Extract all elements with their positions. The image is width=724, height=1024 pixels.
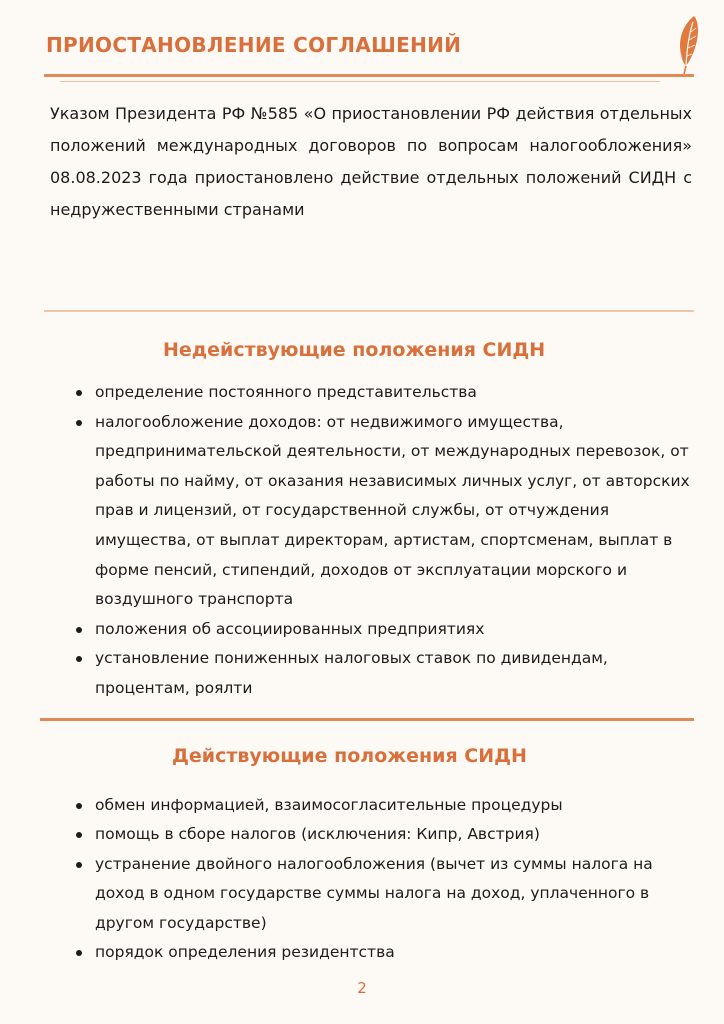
page-number: 2 — [357, 979, 367, 997]
intro-paragraph: Указом Президента РФ №585 «О приостановлении РФ действия отдельных положений международных договоров по вопросам налогообложения» 08.08.2023 года приостановлено действие отдельных положений СИДН с недружественными странами — [50, 104, 692, 219]
list-item: определение постоянного представительства — [95, 378, 700, 408]
list-item: налогообложение доходов: от недвижимого имущества, предпринимательской деятельности, от международных перевозок, от работы по найму, от оказания независимых личных услуг, от авторских прав и лицензий, от государственной службы, от отчуждения имущества, от выплат директорам, артистам, спортсменам, выплат в форме пенсий, стипендий, доходов от эксплуатации морского и воздушного транспорта — [95, 408, 700, 615]
feather-icon — [672, 14, 702, 76]
inactive-section-title: Недействующие положения СИДН — [163, 339, 546, 361]
header-rule-thin — [60, 81, 660, 82]
section-divider — [44, 310, 694, 312]
list-item: обмен информацией, взаимосогласительные процедуры — [95, 791, 700, 820]
list-item: устранение двойного налогообложения (вычет из суммы налога на доход в одном государстве суммы налога на доход, уплаченного в другом государстве) — [95, 850, 700, 938]
header-rule — [44, 74, 694, 77]
section-divider-strong — [40, 718, 694, 721]
page-title: ПРИОСТАНОВЛЕНИЕ СОГЛАШЕНИЙ — [46, 33, 462, 57]
inactive-list — [95, 378, 700, 704]
list-item: установление пониженных налоговых ставок по дивидендам, процентам, роялти — [95, 644, 700, 703]
list-item: порядок определения резидентства — [95, 938, 700, 967]
active-list — [95, 791, 700, 967]
list-item: помощь в сборе налогов (исключения: Кипр, Австрия) — [95, 820, 700, 849]
active-section-title: Действующие положения СИДН — [172, 745, 527, 767]
list-item: положения об ассоциированных предприятиях — [95, 615, 700, 645]
